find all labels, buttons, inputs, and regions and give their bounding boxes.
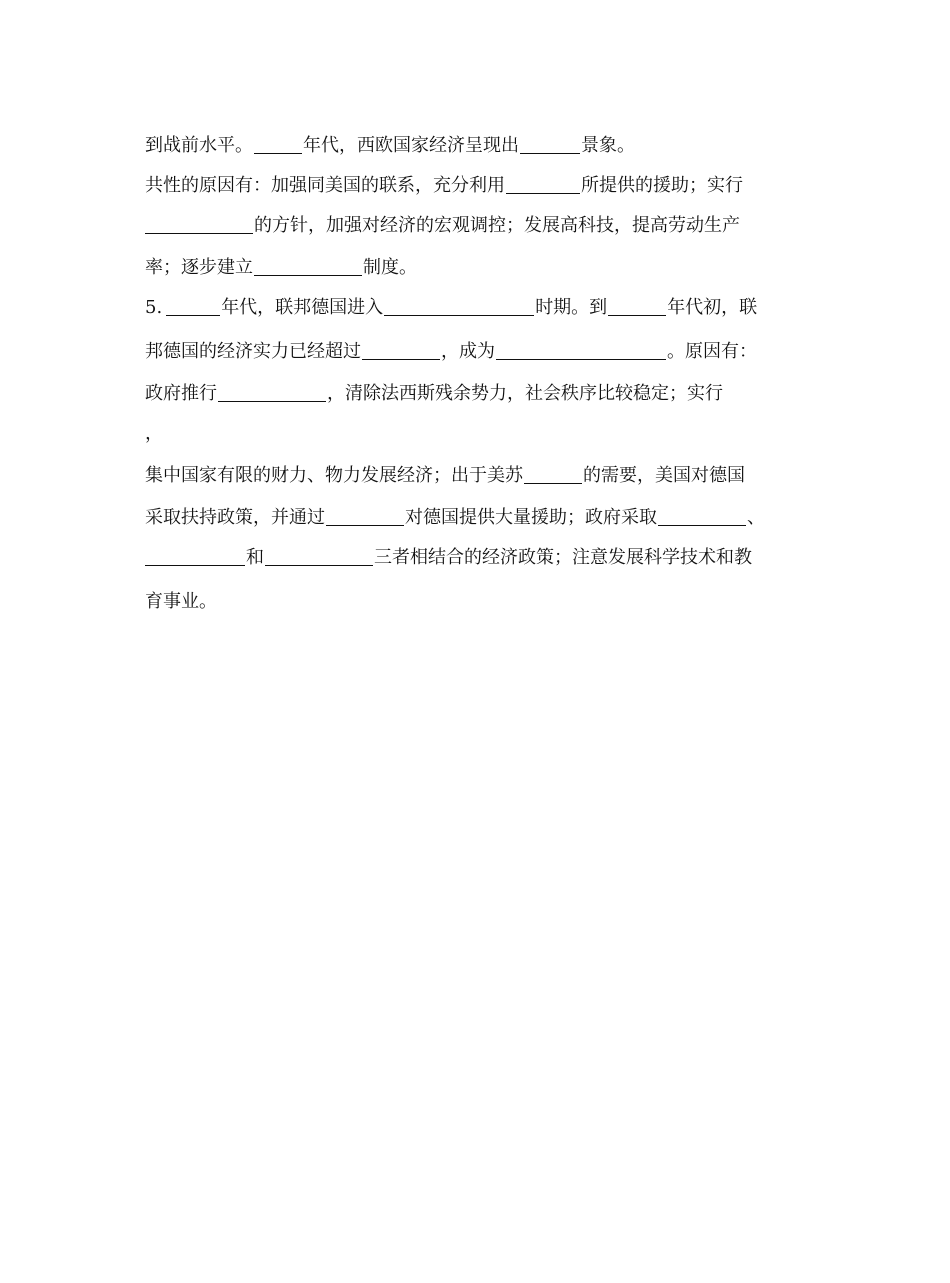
text-segment: 景象。 — [581, 135, 635, 156]
fill-blank[interactable] — [218, 383, 326, 402]
fill-blank[interactable] — [254, 257, 362, 276]
fill-blank[interactable] — [166, 297, 220, 316]
fill-blank[interactable] — [658, 507, 746, 526]
fill-blank[interactable] — [254, 135, 302, 154]
text-segment: 、 — [747, 507, 765, 528]
question-number: 5. — [145, 297, 163, 318]
fill-blank[interactable] — [384, 297, 534, 316]
fill-blank[interactable] — [608, 297, 666, 316]
text-segment: 邦德国的经济实力已经超过 — [145, 341, 361, 362]
text-segment: 所提供的援助；实行 — [581, 175, 743, 196]
fill-blank[interactable] — [326, 507, 404, 526]
text-segment: ，成为 — [441, 341, 495, 362]
fill-blank[interactable] — [145, 547, 245, 566]
text-segment: 时期。到 — [535, 297, 608, 318]
fill-blank[interactable] — [496, 341, 666, 360]
text-line-8 — [145, 421, 815, 447]
text-segment: 政府推行 — [145, 383, 217, 404]
fill-blank[interactable] — [145, 215, 253, 234]
text-line-10 — [145, 505, 815, 531]
fill-blank[interactable] — [520, 135, 580, 154]
fill-blank[interactable] — [524, 465, 582, 484]
text-line-7 — [145, 381, 815, 407]
text-line-3 — [145, 213, 815, 239]
fill-blank[interactable] — [265, 547, 373, 566]
text-segment: ， — [145, 423, 163, 444]
text-segment: 制度。 — [363, 257, 417, 278]
text-segment: 的需要，美国对德国 — [583, 465, 745, 486]
text-segment: 年代，西欧国家经济呈现出 — [303, 135, 519, 156]
text-line-6 — [145, 339, 815, 365]
text-line-12 — [145, 589, 815, 615]
text-segment: ，清除法西斯残余势力，社会秩序比较稳定；实行 — [327, 383, 723, 404]
text-line-11 — [145, 545, 815, 571]
text-segment: 和 — [246, 547, 264, 568]
text-segment: 对德国提供大量援助；政府采取 — [405, 507, 657, 528]
text-segment: 的方针，加强对经济的宏观调控；发展高科技，提高劳动生产 — [254, 215, 740, 236]
fill-blank[interactable] — [506, 175, 580, 194]
text-line-2 — [145, 173, 815, 199]
text-segment: 年代初，联 — [667, 297, 758, 318]
fill-blank[interactable] — [362, 341, 440, 360]
text-segment: 年代，联邦德国进入 — [221, 297, 384, 318]
text-segment: 三者相结合的经济政策；注意发展科学技术和教 — [374, 547, 752, 568]
text-line-4 — [145, 255, 815, 281]
text-segment: 共性的原因有：加强同美国的联系，充分利用 — [145, 175, 505, 196]
text-line-9 — [145, 463, 815, 489]
text-segment: 。原因有： — [667, 341, 757, 362]
text-segment: 到战前水平。 — [145, 135, 253, 156]
text-line-1 — [145, 133, 815, 159]
text-segment: 育事业。 — [145, 591, 217, 612]
text-segment: 采取扶持政策，并通过 — [145, 507, 325, 528]
text-segment: 集中国家有限的财力、物力发展经济；出于美苏 — [145, 465, 523, 486]
text-line-5 — [145, 295, 815, 321]
text-segment: 率；逐步建立 — [145, 257, 253, 278]
